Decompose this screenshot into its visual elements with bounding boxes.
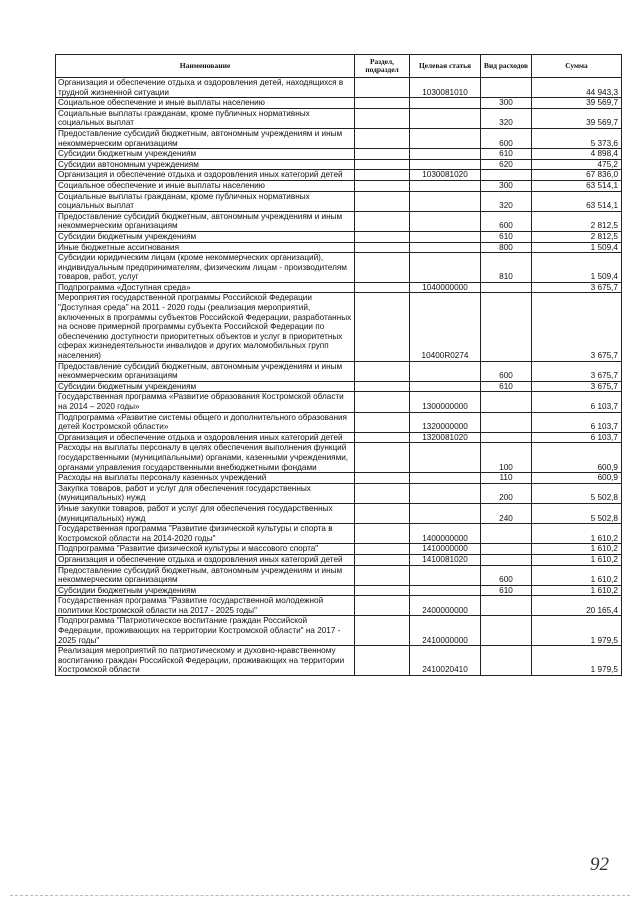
cell-target (410, 483, 481, 503)
cell-target (410, 180, 481, 191)
cell-target (410, 128, 481, 148)
cell-section (355, 473, 410, 484)
cell-type: 200 (481, 483, 532, 503)
cell-target: 1030081010 (410, 78, 481, 98)
cell-name: Расходы на выплаты персоналу в целях обеспечения выполнения функций государственными (муниципальными) органами, казенными учреждениями, органами управления государственными внебюджетными фондами (56, 443, 355, 473)
table-row (56, 524, 622, 544)
cell-target (410, 381, 481, 392)
cell-sum: 1 979,5 (532, 616, 622, 646)
cell-type (481, 432, 532, 443)
cell-name: Расходы на выплаты персоналу казенных учреждений (56, 473, 355, 484)
table-row (56, 98, 622, 109)
table-row (56, 293, 622, 361)
cell-target (410, 473, 481, 484)
cell-sum: 1 979,5 (532, 646, 622, 676)
cell-section (355, 503, 410, 523)
cell-target: 1320000000 (410, 412, 481, 432)
header-target: Целевая статья (410, 55, 481, 78)
cell-target (410, 242, 481, 253)
cell-name: Субсидии автономным учреждениям (56, 159, 355, 170)
cell-sum: 39 569,7 (532, 98, 622, 109)
cell-name: Организация и обеспечение отдыха и оздоровления детей, находящихся в трудной жизненной ситуации (56, 78, 355, 98)
cell-type (481, 596, 532, 616)
cell-name: Субсидии бюджетным учреждениям (56, 149, 355, 160)
cell-section (355, 78, 410, 98)
cell-sum: 39 569,7 (532, 108, 622, 128)
table-row (56, 159, 622, 170)
cell-section (355, 616, 410, 646)
scan-edge-line (10, 895, 630, 896)
cell-type (481, 293, 532, 361)
cell-type: 600 (481, 128, 532, 148)
cell-section (355, 544, 410, 555)
cell-section (355, 293, 410, 361)
cell-type: 300 (481, 98, 532, 109)
cell-sum: 1 610,2 (532, 554, 622, 565)
cell-name: Предоставление субсидий бюджетным, автономным учреждениям и иным некоммерческим организациям (56, 565, 355, 585)
table-row (56, 381, 622, 392)
cell-type: 600 (481, 361, 532, 381)
table-row (56, 149, 622, 160)
table-row (56, 616, 622, 646)
cell-name: Социальные выплаты гражданам, кроме публичных нормативных социальных выплат (56, 191, 355, 211)
cell-sum: 5 502,8 (532, 503, 622, 523)
table-header-row (56, 55, 622, 78)
cell-type (481, 170, 532, 181)
cell-sum: 1 610,2 (532, 585, 622, 596)
cell-target (410, 108, 481, 128)
cell-type (481, 412, 532, 432)
cell-section (355, 524, 410, 544)
cell-target (410, 253, 481, 283)
cell-target (410, 149, 481, 160)
table-row (56, 282, 622, 293)
cell-type: 240 (481, 503, 532, 523)
budget-table (55, 54, 622, 676)
table-row (56, 412, 622, 432)
cell-type: 100 (481, 443, 532, 473)
budget-table-sheet (55, 54, 621, 676)
cell-sum: 20 165,4 (532, 596, 622, 616)
cell-sum: 3 675,7 (532, 293, 622, 361)
cell-sum: 1 610,2 (532, 565, 622, 585)
table-row (56, 242, 622, 253)
cell-type: 620 (481, 159, 532, 170)
cell-type: 610 (481, 585, 532, 596)
cell-target: 1040000000 (410, 282, 481, 293)
cell-section (355, 483, 410, 503)
cell-name: Предоставление субсидий бюджетным, автономным учреждениям и иным некоммерческим организациям (56, 361, 355, 381)
cell-target: 10400R0274 (410, 293, 481, 361)
cell-section (355, 98, 410, 109)
cell-name: Субсидии юридическим лицам (кроме некоммерческих организаций), индивидуальным предпринимателям, физическим лицам - производителям товаров, работ, услуг (56, 253, 355, 283)
cell-name: Государственная программа "Развитие физической культуры и спорта в Костромской области на 2014-2020 годы" (56, 524, 355, 544)
cell-section (355, 565, 410, 585)
cell-name: Государственная программа «Развитие образования Костромской области на 2014 – 2020 годы» (56, 392, 355, 412)
cell-section (355, 392, 410, 412)
cell-name: Подпрограмма «Развитие системы общего и дополнительного образования детей Костромской области» (56, 412, 355, 432)
cell-target (410, 565, 481, 585)
cell-sum: 6 103,7 (532, 392, 622, 412)
cell-type: 800 (481, 242, 532, 253)
cell-type (481, 392, 532, 412)
cell-sum: 3 675,7 (532, 361, 622, 381)
table-row (56, 503, 622, 523)
cell-name: Закупка товаров, работ и услуг для обеспечения государственных (муниципальных) нужд (56, 483, 355, 503)
table-row (56, 211, 622, 231)
cell-section (355, 381, 410, 392)
table-row (56, 443, 622, 473)
page-number: 92 (590, 854, 609, 875)
table-row (56, 565, 622, 585)
cell-type: 600 (481, 211, 532, 231)
cell-sum: 3 675,7 (532, 381, 622, 392)
cell-name: Организация и обеспечение отдыха и оздоровления иных категорий детей (56, 432, 355, 443)
cell-name: Реализация мероприятий по патриотическому и духовно-нравственному воспитанию граждан Российской Федерации, проживающих на территории Костромской области (56, 646, 355, 676)
cell-type: 610 (481, 149, 532, 160)
header-type: Вид расходов (481, 55, 532, 78)
cell-name: Социальные выплаты гражданам, кроме публичных нормативных социальных выплат (56, 108, 355, 128)
cell-type: 600 (481, 565, 532, 585)
cell-sum: 600,9 (532, 473, 622, 484)
cell-name: Социальное обеспечение и иные выплаты населению (56, 98, 355, 109)
cell-target: 1410000000 (410, 544, 481, 555)
cell-section (355, 108, 410, 128)
cell-section (355, 211, 410, 231)
cell-sum: 6 103,7 (532, 432, 622, 443)
table-row (56, 191, 622, 211)
cell-sum: 63 514,1 (532, 191, 622, 211)
table-row (56, 483, 622, 503)
cell-name: Социальное обеспечение и иные выплаты населению (56, 180, 355, 191)
cell-section (355, 180, 410, 191)
cell-sum: 3 675,7 (532, 282, 622, 293)
cell-sum: 6 103,7 (532, 412, 622, 432)
table-row (56, 180, 622, 191)
cell-target (410, 98, 481, 109)
cell-section (355, 646, 410, 676)
cell-section (355, 253, 410, 283)
cell-sum: 1 610,2 (532, 544, 622, 555)
cell-name: Субсидии бюджетным учреждениям (56, 231, 355, 242)
cell-section (355, 149, 410, 160)
cell-target (410, 159, 481, 170)
cell-type (481, 524, 532, 544)
cell-sum: 2 812,5 (532, 231, 622, 242)
cell-section (355, 170, 410, 181)
cell-type: 810 (481, 253, 532, 283)
table-row (56, 231, 622, 242)
cell-target: 2410000000 (410, 616, 481, 646)
cell-target (410, 361, 481, 381)
cell-type (481, 646, 532, 676)
header-sum: Сумма (532, 55, 622, 78)
cell-name: Подпрограмма "Развитие физической культуры и массового спорта" (56, 544, 355, 555)
cell-name: Субсидии бюджетным учреждениям (56, 585, 355, 596)
cell-sum: 5 502,8 (532, 483, 622, 503)
cell-sum: 5 373,6 (532, 128, 622, 148)
cell-name: Организация и обеспечение отдыха и оздоровления иных категорий детей (56, 554, 355, 565)
cell-sum: 1 509,4 (532, 253, 622, 283)
table-row (56, 646, 622, 676)
cell-target: 1300000000 (410, 392, 481, 412)
cell-type (481, 282, 532, 293)
cell-target (410, 585, 481, 596)
cell-target: 1400000000 (410, 524, 481, 544)
cell-sum: 1 610,2 (532, 524, 622, 544)
cell-section (355, 432, 410, 443)
cell-target (410, 211, 481, 231)
cell-type: 300 (481, 180, 532, 191)
header-section: Раздел, подраздел (355, 55, 410, 78)
cell-target (410, 231, 481, 242)
cell-section (355, 361, 410, 381)
table-row (56, 170, 622, 181)
cell-sum: 600,9 (532, 443, 622, 473)
cell-sum: 44 943,3 (532, 78, 622, 98)
header-name: Наименование (56, 55, 355, 78)
table-row (56, 473, 622, 484)
cell-section (355, 159, 410, 170)
cell-sum: 475,2 (532, 159, 622, 170)
cell-target: 2410020410 (410, 646, 481, 676)
cell-target (410, 443, 481, 473)
table-row (56, 392, 622, 412)
cell-section (355, 282, 410, 293)
cell-target: 1410081020 (410, 554, 481, 565)
cell-section (355, 412, 410, 432)
table-row (56, 544, 622, 555)
cell-name: Подпрограмма "Патриотическое воспитание граждан Российской Федерации, проживающих на территории Костромской области" на 2017 - 2025 годы" (56, 616, 355, 646)
cell-name: Предоставление субсидий бюджетным, автономным учреждениям и иным некоммерческим организациям (56, 211, 355, 231)
cell-sum: 67 836,0 (532, 170, 622, 181)
cell-section (355, 242, 410, 253)
cell-type: 610 (481, 231, 532, 242)
cell-target: 1320081020 (410, 432, 481, 443)
cell-type: 610 (481, 381, 532, 392)
cell-section (355, 443, 410, 473)
cell-name: Государственная программа "Развитие государственной молодежной политики Костромской области на 2017 - 2025 годы" (56, 596, 355, 616)
cell-sum: 4 898,4 (532, 149, 622, 160)
table-row (56, 128, 622, 148)
cell-target: 1030081020 (410, 170, 481, 181)
table-row (56, 596, 622, 616)
cell-target (410, 191, 481, 211)
cell-target: 2400000000 (410, 596, 481, 616)
cell-section (355, 554, 410, 565)
cell-section (355, 596, 410, 616)
cell-name: Подпрограмма «Доступная среда» (56, 282, 355, 293)
cell-sum: 63 514,1 (532, 180, 622, 191)
table-row (56, 253, 622, 283)
table-row (56, 554, 622, 565)
cell-type (481, 78, 532, 98)
table-body (56, 78, 622, 676)
cell-section (355, 231, 410, 242)
table-row (56, 361, 622, 381)
cell-sum: 2 812,5 (532, 211, 622, 231)
cell-type: 320 (481, 191, 532, 211)
cell-section (355, 585, 410, 596)
cell-name: Субсидии бюджетным учреждениям (56, 381, 355, 392)
cell-type: 110 (481, 473, 532, 484)
table-row (56, 78, 622, 98)
table-row (56, 432, 622, 443)
table-row (56, 108, 622, 128)
cell-name: Иные бюджетные ассигнования (56, 242, 355, 253)
cell-name: Иные закупки товаров, работ и услуг для обеспечения государственных (муниципальных) нужд (56, 503, 355, 523)
cell-name: Предоставление субсидий бюджетным, автономным учреждениям и иным некоммерческим организациям (56, 128, 355, 148)
cell-section (355, 191, 410, 211)
cell-type (481, 544, 532, 555)
table-row (56, 585, 622, 596)
cell-name: Мероприятия государственной программы Российской Федерации "Доступная среда" на 2011 - 2020 годы (реализация мероприятий, включенных в программы субъектов Российской Федерации, разработанных на основе примерной программы субъекта Российской Федерации по обеспечению доступности приоритетных объектов и услуг в приоритетных сферах жизнедеятельности инвалидов и других маломобильных групп населения) (56, 293, 355, 361)
cell-section (355, 128, 410, 148)
cell-name: Организация и обеспечение отдыха и оздоровления иных категорий детей (56, 170, 355, 181)
cell-sum: 1 509,4 (532, 242, 622, 253)
cell-type (481, 616, 532, 646)
cell-target (410, 503, 481, 523)
cell-type (481, 554, 532, 565)
cell-type: 320 (481, 108, 532, 128)
